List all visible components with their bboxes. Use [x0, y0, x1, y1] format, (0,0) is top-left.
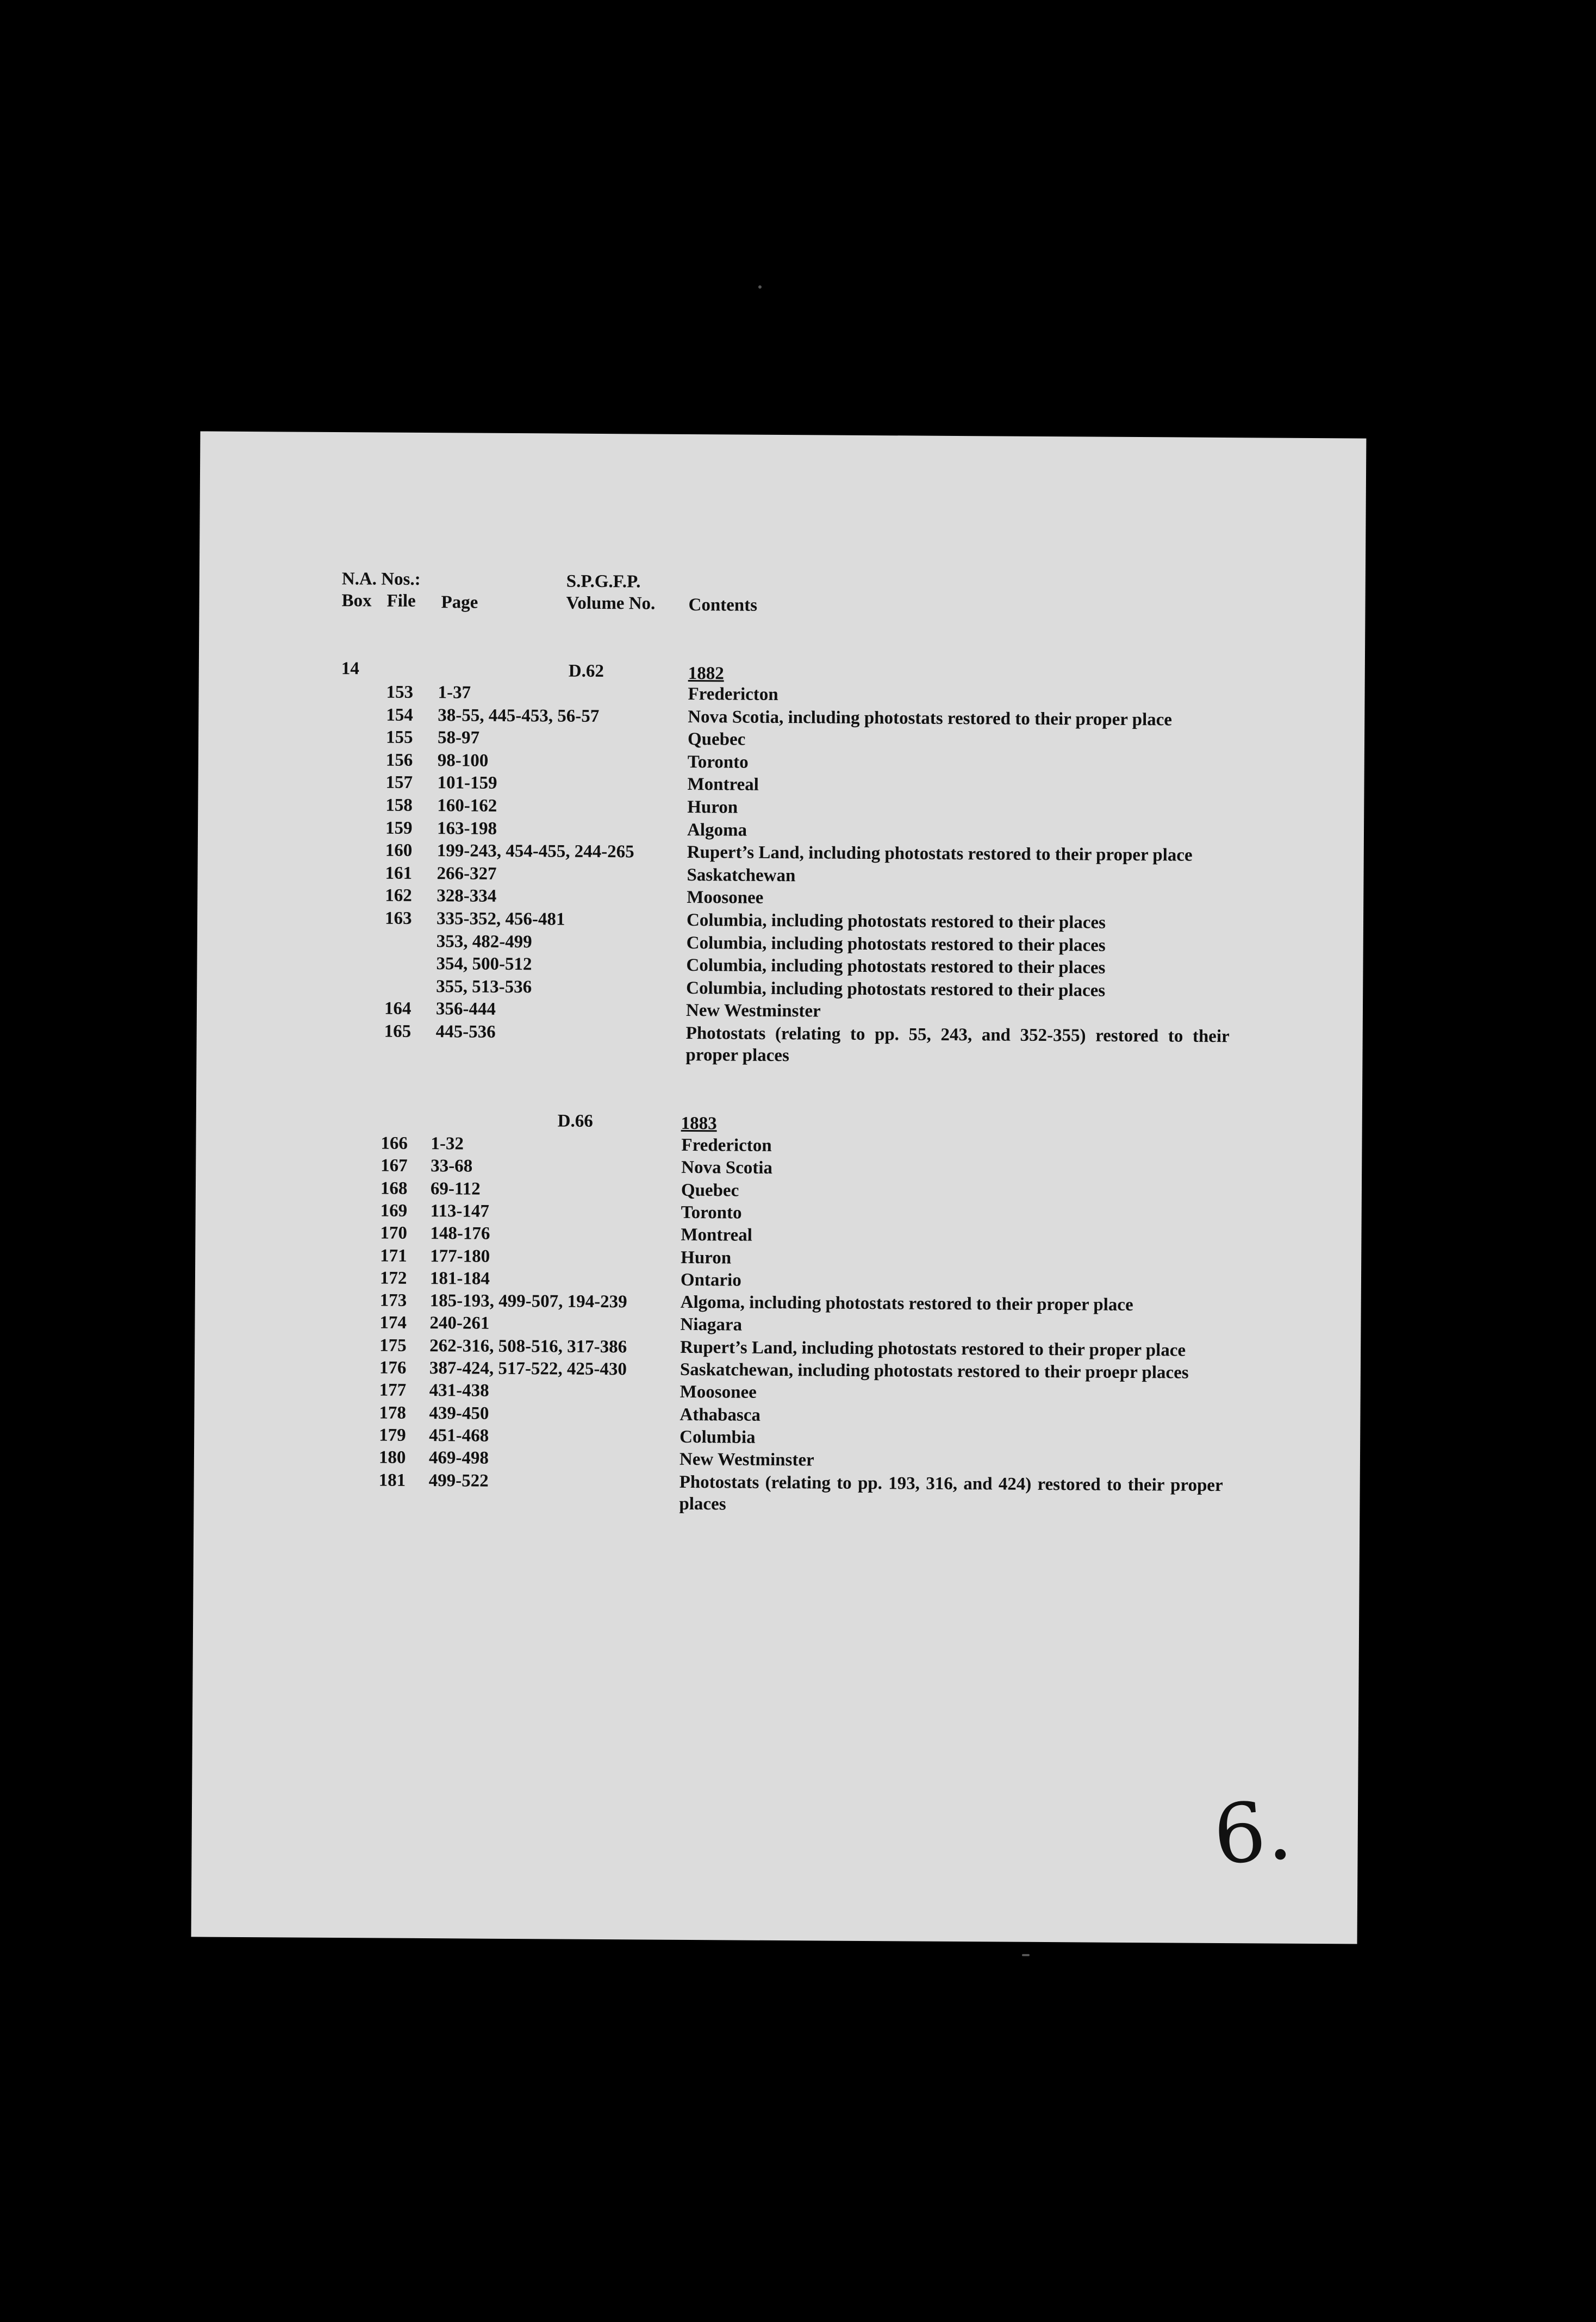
- row-page-range: 181-184: [429, 1268, 490, 1289]
- row-contents: Fredericton: [681, 1135, 772, 1156]
- header-page: Page: [441, 592, 478, 613]
- row-page-range: 199-243, 454-455, 244-265: [437, 841, 634, 862]
- scan-speck: [758, 285, 762, 289]
- row-contents: Rupert’s Land, including photostats restored to their proper place: [687, 842, 1193, 865]
- row-file-number: 163: [384, 908, 412, 928]
- row-page-range: 499-522: [428, 1470, 489, 1491]
- row-contents: New Westminster: [679, 1450, 814, 1470]
- row-page-range: 328-334: [437, 886, 497, 907]
- row-page-range: 240-261: [429, 1313, 490, 1334]
- row-page-range: 58-97: [437, 728, 480, 748]
- row-contents: Photostats (relating to pp. 193, 316, and 424) restored to their proper places: [679, 1472, 1223, 1514]
- row-file-number: 165: [384, 1021, 412, 1041]
- row-page-range: 353, 482-499: [436, 931, 532, 952]
- row-contents: Ontario: [680, 1270, 741, 1290]
- row-page-range: 355, 513-536: [436, 976, 532, 997]
- row-contents: Moosonee: [687, 888, 764, 908]
- row-file-number: 179: [379, 1425, 406, 1445]
- document-page: [191, 431, 1367, 1944]
- row-contents: Columbia, including photostats restored to their places: [686, 933, 1106, 956]
- row-page-range: 439-450: [429, 1403, 489, 1424]
- row-file-number: 175: [379, 1335, 407, 1356]
- row-page-range: 354, 500-512: [436, 954, 532, 975]
- row-file-number: 170: [380, 1223, 408, 1244]
- row-contents: Saskatchewan: [687, 865, 796, 885]
- row-page-range: 262-316, 508-516, 317-386: [429, 1335, 627, 1357]
- row-file-number: 160: [385, 840, 413, 861]
- row-page-range: 69-112: [430, 1178, 481, 1199]
- row-page-range: 387-424, 517-522, 425-430: [429, 1358, 627, 1380]
- row-page-range: 266-327: [437, 863, 497, 884]
- row-contents: Quebec: [687, 729, 746, 750]
- header-spgfp: S.P.G.F.P.: [566, 571, 641, 592]
- row-file-number: 173: [379, 1290, 407, 1310]
- row-file-number: 157: [385, 772, 413, 793]
- row-contents: Rupert’s Land, including photostats restored to their proper place: [680, 1337, 1186, 1360]
- header-na-nos: N.A. Nos.:: [341, 569, 421, 589]
- row-file-number: 169: [380, 1201, 408, 1221]
- row-contents: Huron: [681, 1247, 732, 1268]
- row-contents: Columbia, including photostats restored to their places: [686, 978, 1106, 1001]
- row-file-number: 161: [385, 863, 413, 883]
- row-contents: Columbia, including photostats restored to their places: [686, 956, 1106, 978]
- row-contents: New Westminster: [685, 1001, 821, 1021]
- row-file-number: 181: [378, 1470, 406, 1490]
- row-contents: Moosonee: [679, 1382, 757, 1403]
- row-contents: Columbia, including photostats restored to their places: [686, 910, 1106, 933]
- row-page-range: 445-536: [435, 1022, 496, 1042]
- row-file-number: 177: [379, 1380, 407, 1401]
- row-contents: Photostats (relating to pp. 55, 243, and 352-355) restored to their proper places: [685, 1023, 1230, 1066]
- row-contents: Toronto: [687, 752, 749, 772]
- row-page-range: 177-180: [430, 1246, 490, 1266]
- row-file-number: 172: [379, 1268, 407, 1288]
- row-page-range: 160-162: [437, 796, 497, 816]
- row-page-range: 356-444: [435, 999, 496, 1020]
- row-contents: Huron: [687, 797, 738, 817]
- row-file-number: 176: [379, 1358, 407, 1378]
- row-file-number: 178: [379, 1403, 407, 1423]
- row-page-range: 113-147: [430, 1201, 490, 1221]
- scan-speck: [1022, 1954, 1030, 1956]
- row-page-range: 469-498: [428, 1448, 489, 1468]
- row-contents: Columbia: [679, 1427, 756, 1447]
- row-file-number: 174: [379, 1313, 407, 1333]
- row-contents: Fredericton: [688, 684, 778, 704]
- row-contents: Toronto: [681, 1202, 742, 1223]
- row-file-number: 171: [380, 1246, 407, 1266]
- row-page-range: 185-193, 499-507, 194-239: [429, 1291, 627, 1312]
- row-page-range: 148-176: [430, 1224, 490, 1244]
- row-page-range: 98-100: [437, 750, 489, 771]
- row-page-range: 163-198: [437, 818, 497, 839]
- row-contents: Quebec: [681, 1180, 739, 1201]
- row-file-number: 180: [378, 1447, 406, 1468]
- row-file-number: 166: [381, 1133, 408, 1153]
- row-contents: Niagara: [680, 1315, 743, 1335]
- section1-year: 1882: [688, 663, 724, 684]
- row-file-number: 155: [385, 727, 413, 748]
- row-page-range: 451-468: [429, 1425, 489, 1446]
- row-file-number: 154: [386, 705, 413, 725]
- row-page-range: 1-37: [438, 683, 471, 703]
- row-contents: Algoma: [687, 820, 747, 840]
- row-file-number: 164: [384, 998, 412, 1019]
- handwritten-page-number: 6.: [1210, 1782, 1295, 1883]
- row-page-range: 33-68: [431, 1156, 473, 1176]
- row-page-range: 335-352, 456-481: [436, 909, 565, 929]
- header-contents: Contents: [688, 595, 758, 615]
- row-page-range: 38-55, 445-453, 56-57: [438, 705, 600, 726]
- row-file-number: 167: [381, 1156, 408, 1176]
- row-contents: Athabasca: [679, 1405, 761, 1425]
- row-contents: Montreal: [681, 1225, 752, 1245]
- section2-year: 1883: [681, 1113, 717, 1134]
- row-contents: Nova Scotia, including photostats restored to their proper place: [688, 707, 1173, 729]
- row-file-number: 156: [385, 750, 413, 770]
- row-contents: Nova Scotia: [681, 1158, 773, 1178]
- row-file-number: 158: [385, 795, 413, 815]
- row-page-range: 1-32: [431, 1134, 464, 1154]
- header-volume-no: Volume No.: [566, 593, 656, 614]
- section1-box: 14: [341, 659, 359, 679]
- row-page-range: 431-438: [429, 1381, 489, 1401]
- row-page-range: 101-159: [437, 773, 497, 794]
- row-contents: Algoma, including photostats restored to their proper place: [680, 1292, 1133, 1315]
- header-file: File: [386, 591, 416, 611]
- row-file-number: 162: [385, 885, 412, 906]
- header-box: Box: [341, 591, 372, 611]
- section1-volume: D.62: [568, 661, 604, 682]
- row-file-number: 159: [385, 818, 413, 838]
- row-contents: Saskatchewan, including photostats restored to their proepr places: [679, 1359, 1189, 1383]
- section2-volume: D.66: [557, 1111, 593, 1131]
- row-file-number: 153: [386, 682, 414, 702]
- row-contents: Montreal: [687, 775, 759, 795]
- row-file-number: 168: [380, 1178, 408, 1199]
